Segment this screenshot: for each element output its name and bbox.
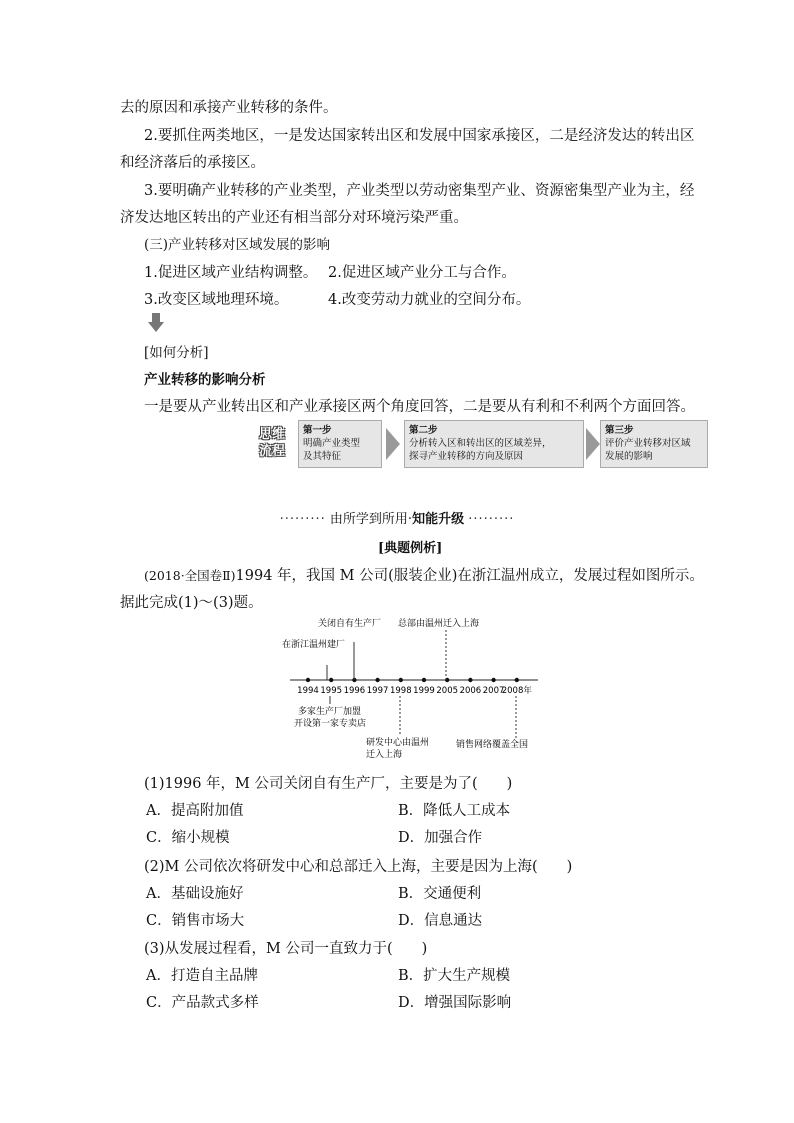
banner-strong-text: 知能升级	[412, 512, 465, 527]
banner-dots-right: ·········	[468, 512, 515, 527]
event-sales-network: 销售网络覆盖全国	[456, 740, 529, 750]
event-franchise-line-1: 多家生产厂加盟	[298, 707, 362, 717]
event-build-factory: 在浙江温州建厂	[282, 640, 346, 650]
timeline-year-label: 1998	[389, 686, 412, 696]
timeline-year-label: 2006	[459, 686, 482, 696]
company-timeline-figure	[270, 612, 560, 770]
impact-3: 3.改变区域地理环境。	[144, 292, 289, 308]
flow-step-2	[404, 420, 584, 468]
step-3-line-1: 评价产业转移对区域	[605, 438, 691, 449]
event-hq-move: 总部由温州迁入上海	[398, 619, 480, 629]
event-franchise-line-2: 开设第一家专卖店	[294, 719, 367, 729]
question-2-option-B[interactable]: B．交通便利	[398, 886, 482, 902]
question-2-option-D[interactable]: D．信息通达	[398, 913, 483, 929]
question-1-option-B[interactable]: B．降低人工成本	[398, 803, 511, 819]
timeline-year-label: 2005	[436, 686, 459, 696]
question-3-option-A[interactable]: A．打造自主品牌	[146, 968, 258, 984]
paragraph-continuation: 去的原因和承接产业转移的条件。	[120, 100, 338, 116]
point-3-line-2: 济发达地区转出的产业还有相当部分对环境污染严重。	[120, 210, 468, 226]
timeline-point-1	[329, 678, 333, 682]
banner-dots-left: ·········	[279, 512, 326, 527]
example-label: [典题例析]	[378, 541, 443, 556]
flow-label	[252, 426, 292, 460]
impact-2: 2.促进区域产业分工与合作。	[328, 265, 516, 281]
banner-text: 由所学到所用·	[329, 512, 413, 527]
question-2-stem: (2)M 公司依次将研发中心和总部迁入上海，主要是因为上海( )	[144, 859, 573, 875]
question-1-option-A[interactable]: A．提高附加值	[146, 803, 244, 819]
timeline-year-label: 1997	[366, 686, 389, 696]
question-3-stem: (3)从发展过程看，M 公司一直致力于( )	[144, 941, 428, 957]
down-arrow-icon	[148, 313, 164, 333]
timeline-year-label: 1994	[297, 686, 319, 696]
step-1-line-1: 明确产业类型	[303, 438, 361, 449]
step-2-line-2: 探寻产业转移的方向及原因	[409, 451, 524, 462]
event-rnd-line-2: 迁入上海	[366, 750, 403, 760]
example-intro-a: 1994 年，我国 M 公司(服装企业)在浙江温州成立，发展过程如图所示。	[235, 568, 704, 584]
timeline-year-label: 1999	[413, 686, 435, 696]
question-1-option-C[interactable]: C．缩小规模	[146, 830, 230, 846]
question-2-option-C[interactable]: C．销售市场大	[146, 913, 245, 929]
question-1-option-D[interactable]: D．加强合作	[398, 830, 483, 846]
timeline-point-4	[399, 678, 403, 682]
timeline-point-7	[468, 678, 472, 682]
impact-1: 1.促进区域产业结构调整。	[144, 265, 318, 281]
timeline-year-label: 2007	[482, 686, 505, 696]
analysis-title: 产业转移的影响分析	[144, 372, 266, 388]
section-3-title: (三)产业转移对区域发展的影响	[144, 237, 331, 253]
question-2-option-A[interactable]: A．基础设施好	[146, 886, 244, 902]
point-3-line-1: 3.要明确产业转移的产业类型，产业类型以劳动密集型产业、资源密集型产业为主，经	[144, 183, 695, 199]
timeline-point-9	[515, 678, 519, 682]
timeline-point-8	[491, 678, 495, 682]
example-intro-line-1	[144, 564, 704, 585]
timeline-point-5	[422, 678, 426, 682]
step-3-title: 第三步	[605, 425, 634, 436]
step-3-line-2: 发展的影响	[605, 451, 653, 462]
impact-4: 4.改变劳动力就业的空间分布。	[328, 292, 531, 308]
timeline-year-label: 1996	[343, 686, 366, 696]
thinking-flow-diagram	[252, 420, 708, 470]
timeline-year-label: 2008年	[501, 686, 532, 696]
timeline-year-label: 1995	[320, 686, 343, 696]
flow-label-line-2: 流程	[258, 444, 285, 459]
example-intro-line-2: 据此完成(1)～(3)题。	[120, 595, 263, 611]
flow-label-line-1: 思维	[258, 427, 285, 442]
how-to-analyze-title: [如何分析]	[144, 345, 209, 361]
section-banner	[0, 508, 794, 527]
flow-arrow-icon	[586, 428, 600, 460]
step-1-line-2: 及其特征	[303, 451, 342, 462]
step-1-title: 第一步	[303, 425, 332, 436]
point-2-line-2: 和经济落后的承接区。	[120, 155, 265, 171]
step-2-title: 第二步	[409, 425, 438, 436]
timeline-point-0	[306, 678, 310, 682]
event-rnd-line-1: 研发中心由温州	[366, 738, 430, 748]
question-1-stem: (1)1996 年，M 公司关闭自有生产厂，主要是为了( )	[144, 776, 513, 792]
flow-step-3	[600, 420, 708, 468]
example-source: (2018·全国卷Ⅱ)	[144, 568, 236, 583]
analysis-text: 一是要从产业转出区和产业承接区两个角度回答，二是要从有利和不利两个方面回答。	[144, 399, 695, 415]
event-close-factory: 关闭自有生产厂	[318, 619, 382, 629]
timeline-point-3	[375, 678, 379, 682]
question-3-option-D[interactable]: D．增强国际影响	[398, 995, 512, 1011]
flow-step-1	[298, 420, 382, 468]
question-3-option-C[interactable]: C．产品款式多样	[146, 995, 259, 1011]
question-3-option-B[interactable]: B．扩大生产规模	[398, 968, 511, 984]
point-2-line-1: 2.要抓住两类地区，一是发达国家转出区和发展中国家承接区，二是经济发达的转出区	[144, 128, 695, 144]
step-2-line-1: 分析转入区和转出区的区域差异，	[409, 438, 552, 449]
flow-arrow-icon	[386, 428, 400, 460]
